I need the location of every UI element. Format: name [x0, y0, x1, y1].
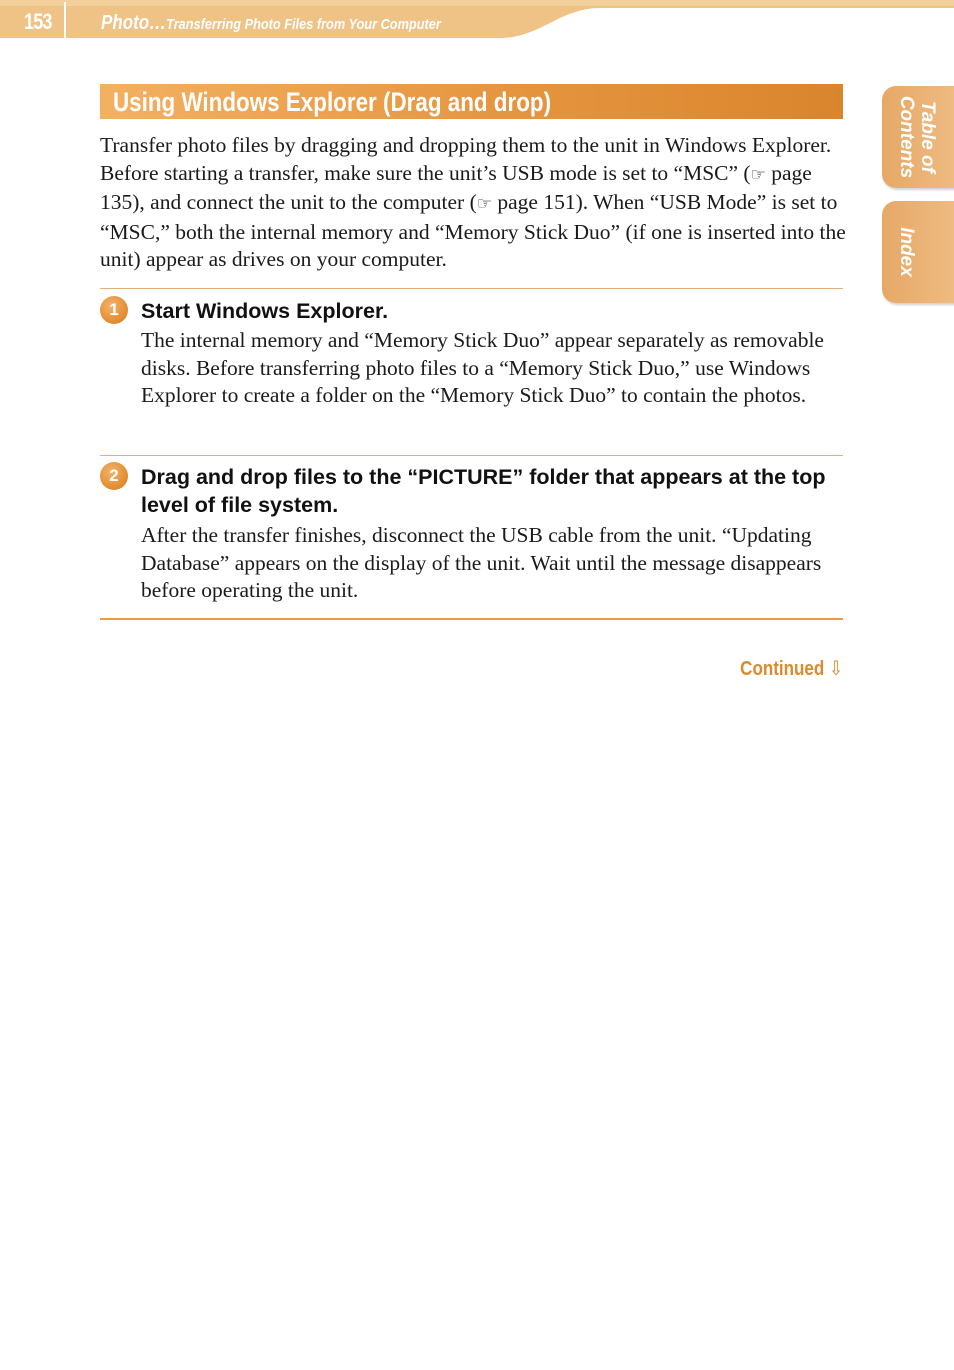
down-arrow-icon: ⇩ [828, 656, 843, 680]
table-of-contents-tab[interactable] [882, 86, 954, 188]
step-1-number: 1 [100, 296, 128, 324]
step-1-body: The internal memory and “Memory Stick Duo” appear separately as removable disks. Before transferring photo files to a “Memory Stick Duo,” use Windows Explorer to create a folder on the “Memory Stick Duo” to contain the photos. [141, 328, 824, 407]
intro-paragraph [100, 132, 850, 274]
pointing-hand-icon: ☞ [750, 164, 766, 185]
intro-text-3: page 151). When “USB Mode” is set to “MSC,” both the internal memory and “Memory Stick Duo” (if one is inserted into the unit) appear as drives on your computer. [100, 190, 846, 271]
section-heading-text: Using Windows Explorer (Drag and drop) [113, 87, 552, 117]
section-end-rule [100, 618, 843, 620]
index-tab[interactable] [882, 201, 954, 303]
page-header [0, 0, 954, 40]
table-of-contents-label: Table of Contents [896, 95, 938, 179]
step-2-title: Drag and drop files to the “PICTURE” folder that appears at the top level of file system. [141, 465, 826, 517]
continued-indicator [740, 656, 843, 681]
intro-text-2: page 135), and connect the unit to the computer ( [100, 160, 812, 214]
divider [100, 455, 843, 456]
continued-label: Continued [739, 658, 825, 680]
divider [100, 288, 843, 289]
step-1-title: Start Windows Explorer. [141, 299, 389, 323]
pointing-hand-icon: ☞ [476, 194, 492, 214]
header-title [101, 12, 441, 35]
header-subtitle: Transferring Photo Files from Your Computer [166, 16, 441, 33]
page-number: 153 [24, 9, 52, 34]
header-section: Photo… [101, 12, 167, 34]
step-2-body: After the transfer finishes, disconnect the USB cable from the unit. “Updating Database” appears on the display of the unit. Wait until the message disappears before operating the unit. [141, 523, 822, 602]
step-2-number: 2 [100, 462, 128, 490]
intro-text-1: Transfer photo files by dragging and dropping them to the unit in Windows Explorer. Before starting a transfer, make sure the unit’s USB mode is set to “MSC” ( [100, 133, 832, 185]
index-label: Index [896, 227, 917, 277]
section-heading [100, 84, 843, 119]
